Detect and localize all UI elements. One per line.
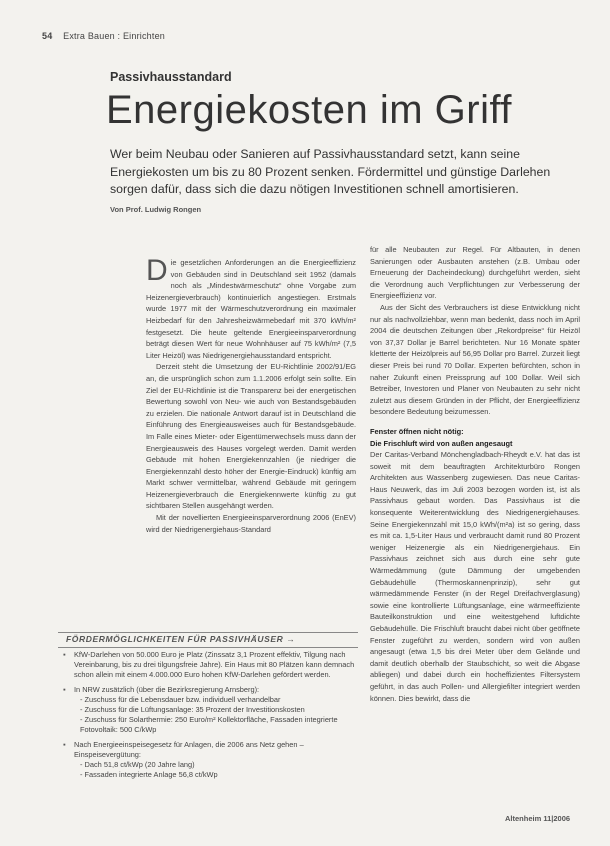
article-lead: Wer beim Neubau oder Sanieren auf Passivhausstandard setzt, kann seine Energiekosten um bis zu 80 Prozent senken. Fördermittel und günstige Darlehen sorgen dafür, dass sich die dazu nötigen Investitionen schnell amortisieren.: [110, 147, 551, 196]
page-number: 54: [42, 31, 53, 41]
body-column-left: [146, 254, 356, 535]
section-label: Extra Bauen : Einrichten: [63, 31, 165, 41]
sub-item: - Dach 51,8 ct/kWp (20 Jahre lang): [80, 760, 195, 770]
article-byline: Von Prof. Ludwig Rongen: [110, 205, 202, 214]
article-title: Energiekosten im Griff: [106, 88, 512, 132]
paragraph: Mit der novellierten Energieeinsparverordnung 2006 (EnEV) wird der Niedrigenergiehaus-Standard: [146, 513, 356, 534]
running-header: [42, 31, 165, 41]
sub-item: - Zuschuss für Solarthermie: 250 Euro/m² Kollektorfläche, Fassaden integrierte Fotovoltaik: 500 C/kWp: [80, 715, 338, 735]
paragraph: für alle Neubauten zur Regel. Für Altbauten, in denen Sanierungen oder Ausbauten anstehen (z.B. Umbau oder Erneuerung der Dacheindeckung) durchgeführt werden, sieht die Verordnung auch Verpflichtungen zur Verbesserung der Energieeffizienz vor.: [370, 245, 580, 301]
paragraph-text: ie gesetzlichen Anforderungen an die Energieeffizienz von Gebäuden sind in Deutschland seit 1952 (damals noch als „Mindestwärmeschutz“ ohne Vorgabe zum Heizenergieverbrauch) kontinuierlich angestiegen. Erstmals wurde 1977 mit der Wärmeschutzverordnung ein maximaler Heizbedarf für den Jahresheizwärmebedarf mit 370 kWh/m² festgesetzt. Die heute geltende Energieeinsparverordnung beträgt diesen Wert für neue Wohnhäuser auf 75 kWh/m² (7,5 Liter Heizöl) was Niedrigenergiehausstandard entspricht.: [146, 258, 356, 360]
paragraph: Aus der Sicht des Verbrauchers ist diese Entwicklung nicht nur als nachvollziehbar, wenn man bedenkt, dass noch im April 2004 die deutschen Zeitungen über „Rekordpreise“ für Heizöl von 37,37 Dollar je Barrel berichteten. Nur 16 Monate später kletterte der Heizölpreis auf 56,95 Dollar pro Barrel. Zurzeit liegt dieser Preis bei rund 70 Dollar. Experten befürchten, schon in naher Zukunft einen Preissprung auf 100 Dollar. Weil sich Betreiber, Investoren und Planer von Neubauten zu sehr nicht zuletzt aus diesem Gründen in der Pflicht, der Energieeffizienz besondere Bedeutung beizumessen.: [370, 302, 580, 417]
list-item: [58, 685, 358, 736]
funding-box: [58, 650, 358, 784]
funding-list: [58, 650, 358, 780]
list-item: ▪ KfW-Darlehen von 50.000 Euro je Platz (Zinssatz 3,1 Prozent effektiv, Tilgung nach Vereinbarung, bis zu drei tilgungsfreie Jahre). Ein Haus mit 80 Plätzen kann demnach schon allein mit einem 4.000.000 Euro hohen KfW-Darlehen gefördert werden.: [58, 650, 358, 681]
paragraph: Der Caritas-Verband Mönchengladbach-Rheydt e.V. hat das ist soweit mit dem beauftragten Architekturbüro Rongen Architekten aus Wassenberg zugewiesen. Das neue Caritas-Haus Neuwerk, das im Juli 2003 bezogen worden ist, ist als Passivhaus gebaut worden. Das Passivhaus ist die konsequente Weiterentwicklung des Niedrigenergiehauses. Seine Energiekennzahl mit 15,0 kWh/(m²a) ist so gering, dass es mit ca. 1,5-Liter Haus und verbraucht damit rund 80 Prozent weniger Heizenergie als ein Niedrigenergiehaus. Ein Passivhaus zeichnet sich aus durch eine sehr gute Wärmedämmung (gute Dämmung der umgebenden Gebäudehülle (Thermoskannenprinzip), sehr gut wärmedämmende Fenster (in der Regel Dreifachverglasung) sowie eine kontrollierte Lüftungsanlage, eine wärmeeffiziente Bauteilkonstruktion und eine weitestgehend luftdichte Gebäudehülle. Die Frischluft braucht dabei nicht über geöffnete Fenster zugeführt zu werden, sondern wird von außen angesaugt (etwa 1,5 bis drei Meter über dem Gelände und damit deutlich oberhalb der Staubschicht, so weit die Abgase abliegen) und dabei durch ein hocheffizientes Filtersystem geführt, in das auch Pollen- und Allergiefilter integriert werden können. Dies bewirkt, dass die: [370, 450, 580, 703]
sub-item: - Zuschuss für die Lebensdauer bzw. individuell verhandelbar: [80, 694, 281, 704]
sub-item: - Zuschuss für die Lüftungsanlage: 35 Prozent der Investitionskosten: [80, 705, 305, 715]
page-footer: Altenheim 11|2006: [505, 814, 571, 823]
subheading: Die Frischluft wird von außen angesaugt: [370, 438, 513, 448]
list-item-text: Nach Energieeinspeisegesetz für Anlagen, die 2006 ans Netz gehen – Einspeisevergütung:: [74, 739, 304, 759]
list-item: [58, 740, 358, 781]
funding-box-header: [58, 632, 358, 648]
list-item-text: In NRW zusätzlich (über die Bezirksregierung Arnsberg):: [74, 684, 260, 694]
drop-cap: D: [146, 254, 168, 287]
paragraph: [146, 254, 356, 361]
paragraph: Derzeit steht die Umsetzung der EU-Richtlinie 2002/91/EG an, die ursprünglich schon zum 1.1.2006 erfolgt sein sollte. Ein Ziel der EU-Richtlinie ist die Transparenz bei der energetischen Bewertung sowohl von Neu- wie auch von Bestandsgebäuden zu erzielen. Die nationale Antwort darauf ist in Deutschland die Einführung des Energieausweises auch für Bestandsgebäude. Im Falle eines Mieter- oder Eigentümerwechsels muss dann der Energieausweis des Hauses vorgelegt werden. Damit werden Gebäude mit hohen Energiekennzahlen (je niedriger die Energiekennzahl desto höher der Energie-Eindruck) künftig am Markt schwer vermittelbar, während Gebäude mit geringem Heizenergieverbrauch die Energiekennwerte künftig zu gut sichtbaren Stellen ausgehängt werden.: [146, 362, 356, 511]
article-kicker: Passivhausstandard: [110, 70, 232, 84]
funding-box-title: FÖRDERMÖGLICHKEITEN FÜR PASSIVHÄUSER →: [66, 634, 296, 644]
subheading: Fenster öffnen nicht nötig:: [370, 426, 464, 436]
sub-item: - Fassaden integrierte Anlage 56,8 ct/kWp: [80, 770, 218, 780]
body-column-right: [370, 244, 580, 704]
